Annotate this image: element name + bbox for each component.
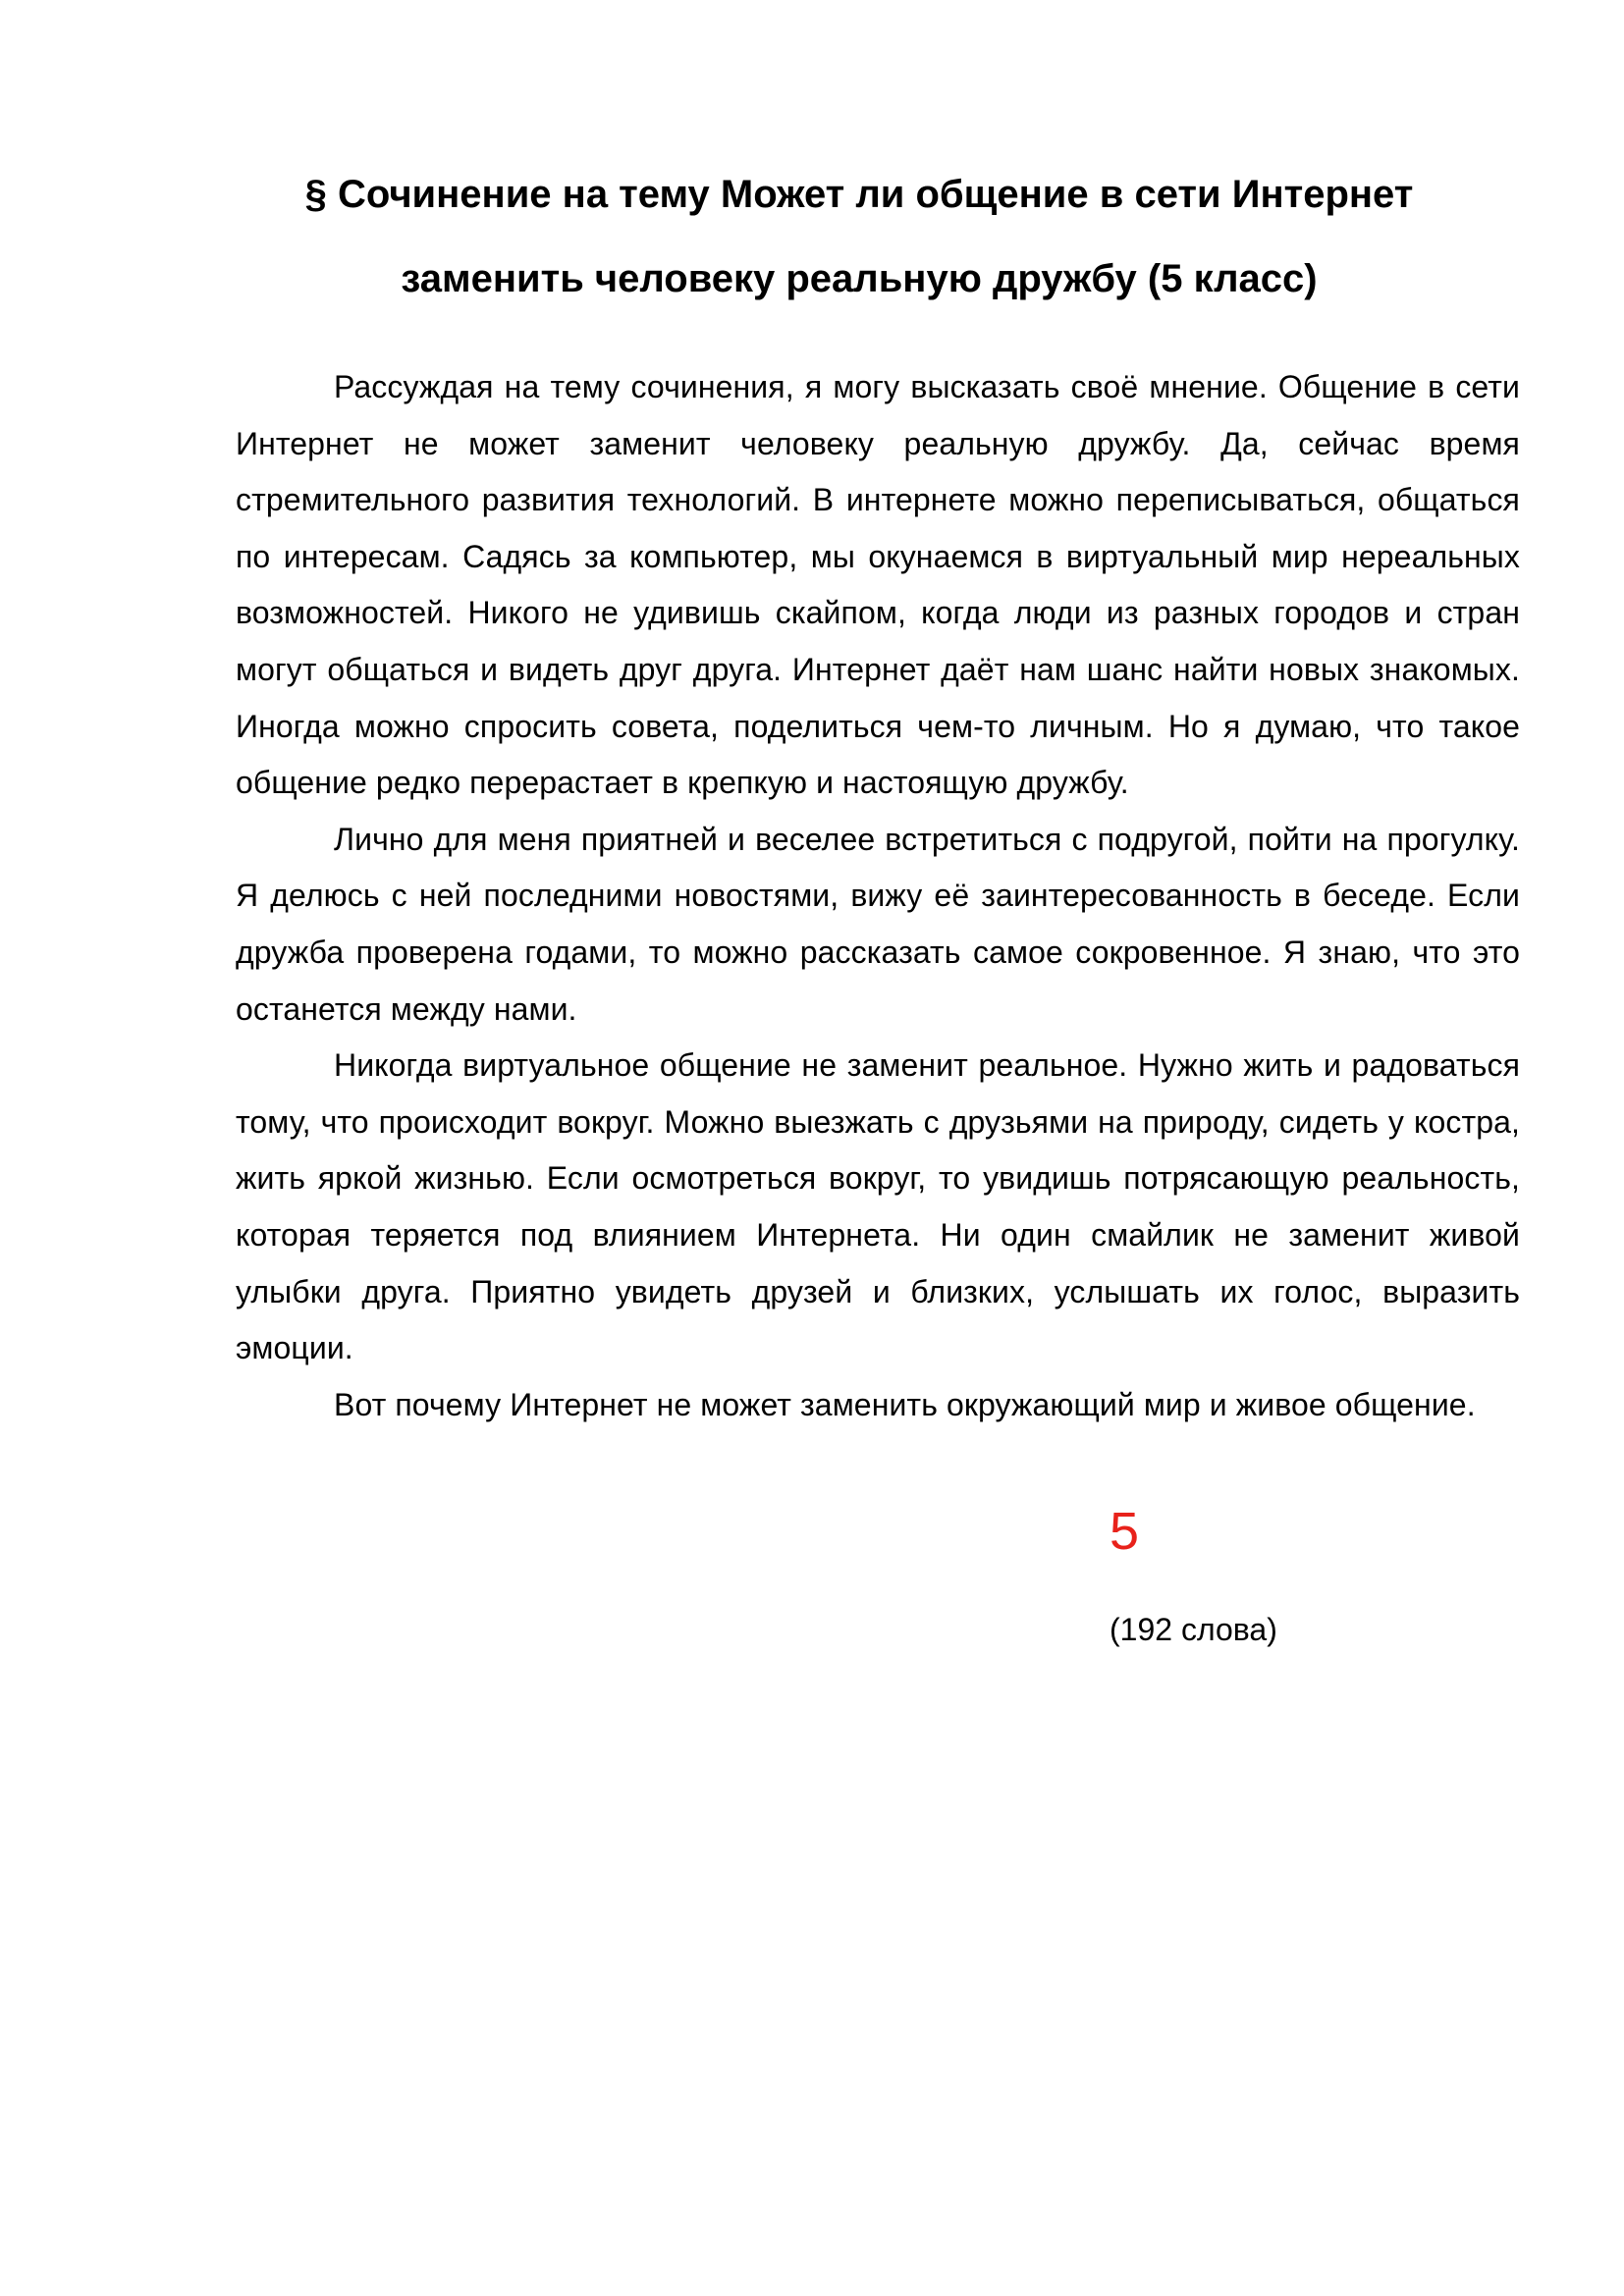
document-title: § Сочинение на тему Может ли общение в сети Интернет заменить человеку реальную дружбу (5 класс) — [304, 173, 1414, 300]
essay-paragraph-2: Лично для меня приятней и веселее встретиться с подругой, пойти на прогулку. Я делюсь с ней последними новостями, вижу её заинтересованность в беседе. Если дружба проверена годами, то можно рассказать самое сокровенное. Я знаю, что это останется между нами. — [236, 821, 1520, 1027]
essay-body — [236, 359, 1520, 1433]
word-count: (192 слова) — [1110, 1612, 1277, 1647]
essay-paragraph-3: Никогда виртуальное общение не заменит реальное. Нужно жить и радоваться тому, что происходит вокруг. Можно выезжать с друзьями на природу, сидеть у костра, жить яркой жизнью. Если осмотреться вокруг, то увидишь потрясающую реальность, которая теряется под влиянием Интернета. Ни один смайлик не заменит живой улыбки друга. Приятно увидеть друзей и близких, услышать их голос, выразить эмоции. — [236, 1047, 1520, 1366]
essay-paragraph-1: Рассуждая на тему сочинения, я могу высказать своё мнение. Общение в сети Интернет не может заменит человеку реальную дружбу. Да, сейчас время стремительного развития технологий. В интернете можно переписываться, общаться по интересам. Садясь за компьютер, мы окунаемся в виртуальный мир нереальных возможностей. Никого не удивишь скайпом, когда люди из разных городов и стран могут общаться и видеть друг друга. Интернет даёт нам шанс найти новых знакомых. Иногда можно спросить совета, поделиться чем-то личным. Но я думаю, что такое общение редко перерастает в крепкую и настоящую дружбу. — [236, 369, 1520, 801]
essay-paragraph-4: Вот почему Интернет не может заменить окружающий мир и живое общение. — [334, 1386, 1476, 1422]
grade-mark: 5 — [1110, 1502, 1140, 1561]
